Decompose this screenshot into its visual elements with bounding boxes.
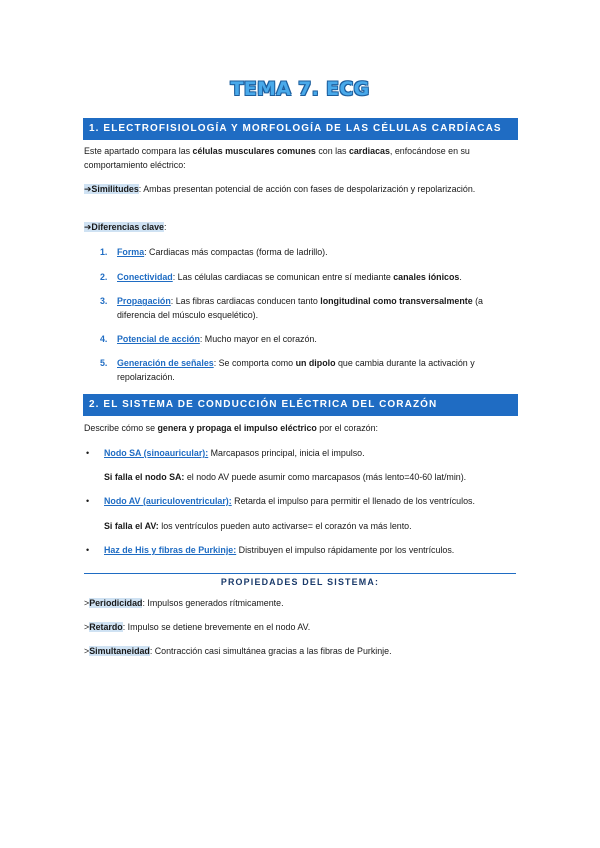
diferencias-label: ➔Diferencias clave bbox=[84, 222, 164, 232]
bullet-item-nodo-sa: Nodo SA (sinoauricular): Marcapasos principal, inicia el impulso. bbox=[104, 448, 365, 458]
list-number: 4. bbox=[100, 334, 108, 344]
list-number: 1. bbox=[100, 247, 108, 257]
term-link[interactable]: Conectividad bbox=[117, 272, 173, 282]
note-nodo-av: Si falla el AV: los ventrículos pueden auto activarse= el corazón va más lento. bbox=[104, 521, 412, 531]
similitudes-label: ➔Similitudes bbox=[84, 184, 139, 194]
term-link[interactable]: Nodo AV (auriculoventricular): bbox=[104, 496, 232, 506]
section-1-header: 1. ELECTROFISIOLOGÍA Y MORFOLOGÍA DE LAS CÉLULAS CARDÍACAS bbox=[83, 118, 518, 140]
properties-heading: PROPIEDADES DEL SISTEMA: bbox=[220, 577, 380, 587]
bullet-item-nodo-av: Nodo AV (auriculoventricular): Retarda el impulso para permitir el llenado de los ventrículos. bbox=[104, 496, 475, 506]
property-term: Retardo bbox=[89, 622, 123, 632]
list-number: 5. bbox=[100, 358, 108, 368]
property-retardo: >Retardo: Impulso se detiene brevemente en el nodo AV. bbox=[84, 622, 311, 632]
list-item-forma: Forma: Cardiacas más compactas (forma de ladrillo). bbox=[117, 247, 328, 257]
property-simultaneidad: >Simultaneidad: Contracción casi simultánea gracias a las fibras de Purkinje. bbox=[84, 646, 392, 656]
list-item-potencial: Potencial de acción: Mucho mayor en el corazón. bbox=[117, 334, 317, 344]
term-link[interactable]: Forma bbox=[117, 247, 145, 257]
section-1-intro: Este apartado compara las células musculares comunes con las cardiacas, enfocándose en su comportamiento eléctrico: bbox=[84, 146, 470, 170]
bullet-icon: • bbox=[86, 545, 90, 555]
page-title: TEMA 7. ECG bbox=[230, 78, 370, 100]
term-link[interactable]: Generación de señales bbox=[117, 358, 214, 368]
property-term: Periodicidad bbox=[89, 598, 143, 608]
list-number: 2. bbox=[100, 272, 108, 282]
note-nodo-sa: Si falla el nodo SA: el nodo AV puede asumir como marcapasos (más lento=40-60 lat/min). bbox=[104, 472, 467, 482]
term-link[interactable]: Haz de His y fibras de Purkinje: bbox=[104, 545, 237, 555]
list-item-generacion: Generación de señales: Se comporta como un dipolo que cambia durante la activación y repolarización. bbox=[117, 358, 475, 382]
list-number: 3. bbox=[100, 296, 108, 306]
bullet-icon: • bbox=[86, 448, 90, 458]
term-link[interactable]: Nodo SA (sinoauricular): bbox=[104, 448, 209, 458]
section-2-header: 2. EL SISTEMA DE CONDUCCIÓN ELÉCTRICA DEL CORAZÓN bbox=[83, 394, 518, 416]
bullet-icon: • bbox=[86, 496, 90, 506]
list-item-propagacion: Propagación: Las fibras cardiacas conducen tanto longitudinal como transversalmente (a diferencia del músculo esquelético). bbox=[117, 296, 483, 320]
divider bbox=[84, 573, 516, 574]
bullet-item-purkinje: Haz de His y fibras de Purkinje: Distribuyen el impulso rápidamente por los ventrículos. bbox=[104, 545, 455, 555]
diferencias-heading: ➔Diferencias clave: bbox=[84, 222, 167, 232]
term-link[interactable]: Propagación bbox=[117, 296, 171, 306]
similitudes-paragraph: ➔Similitudes: Ambas presentan potencial de acción con fases de despolarización y repolarización. bbox=[84, 184, 476, 194]
list-item-conectividad: Conectividad: Las células cardiacas se comunican entre sí mediante canales iónicos. bbox=[117, 272, 462, 282]
section-2-intro: Describe cómo se genera y propaga el impulso eléctrico por el corazón: bbox=[84, 423, 378, 433]
term-link[interactable]: Potencial de acción bbox=[117, 334, 200, 344]
property-term: Simultaneidad bbox=[89, 646, 150, 656]
property-periodicidad: >Periodicidad: Impulsos generados rítmicamente. bbox=[84, 598, 284, 608]
